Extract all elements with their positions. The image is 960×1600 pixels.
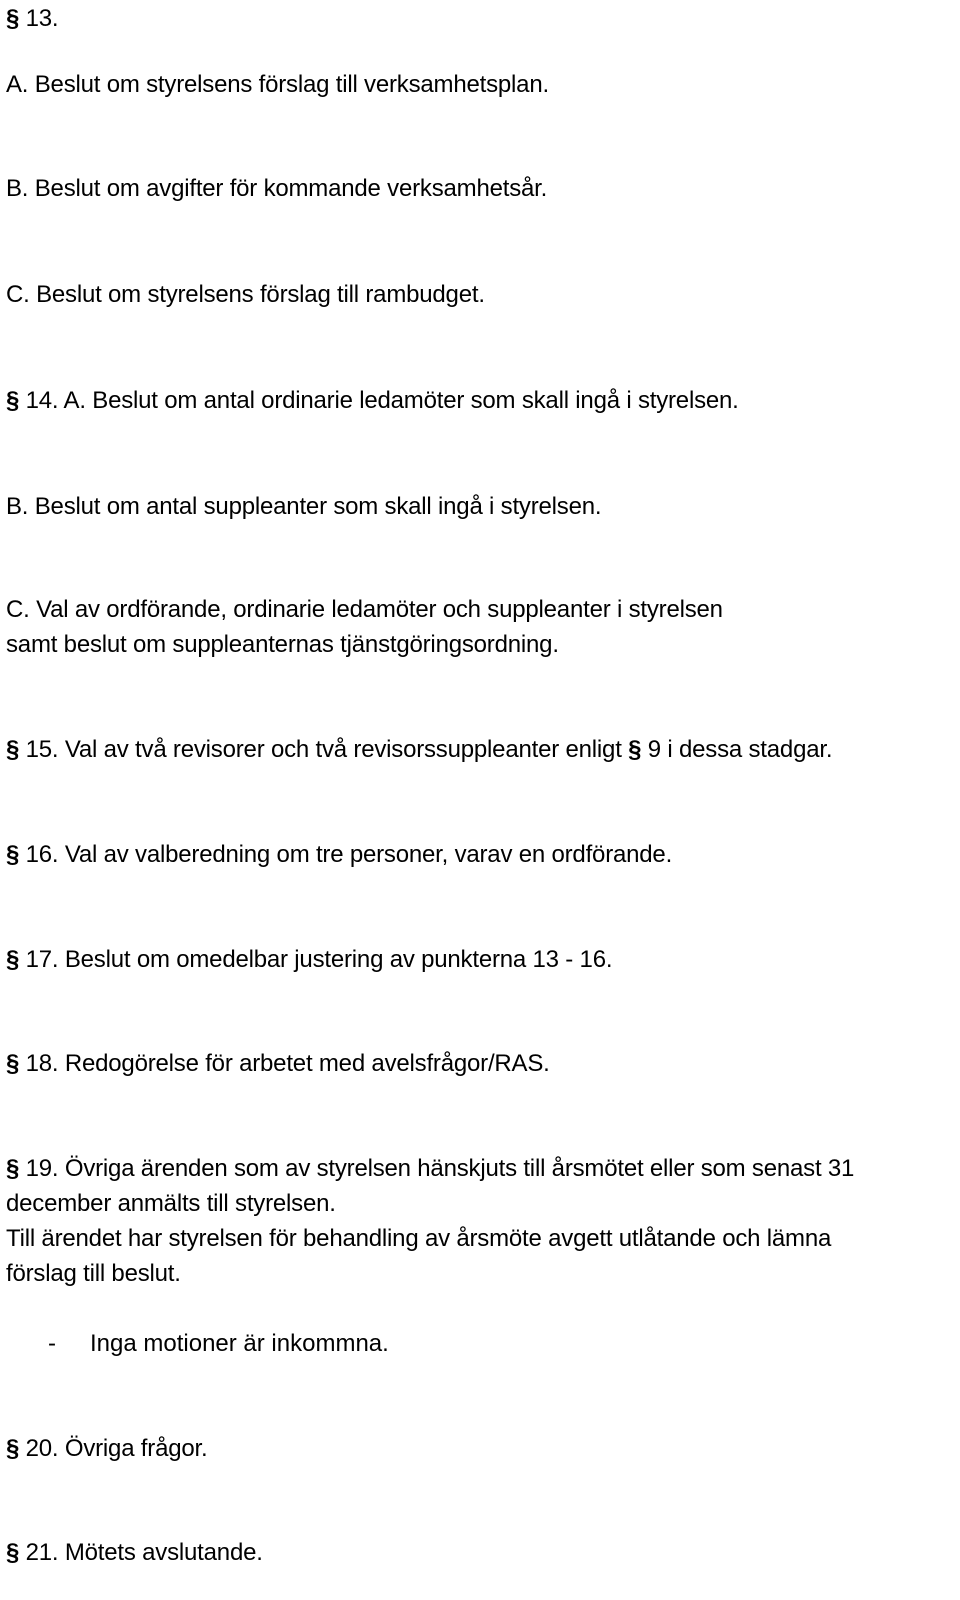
item-14a: [6, 384, 739, 418]
section-13-heading: [6, 2, 58, 36]
section-symbol: §: [628, 736, 642, 763]
item-20-text: 20. Övriga frågor.: [19, 1435, 208, 1462]
item-19-text: 19. Övriga ärenden som av styrelsen hänskjuts till årsmötet eller som senast 31: [19, 1155, 855, 1182]
item-13b: B. Beslut om avgifter för kommande verksamhetsår.: [6, 175, 548, 202]
item-15-text-a: 15. Val av två revisorer och två revisorssuppleanter enligt: [19, 736, 629, 763]
item-18: [6, 1047, 550, 1081]
item-15-text-b: 9 i dessa stadgar.: [641, 736, 833, 763]
item-20: [6, 1432, 207, 1466]
item-17: [6, 943, 612, 977]
item-16-text: 16. Val av valberedning om tre personer, varav en ordförande.: [19, 841, 673, 868]
item-21-text: 21. Mötets avslutande.: [19, 1539, 263, 1566]
item-18-text: 18. Redogörelse för arbetet med avelsfrågor/RAS.: [19, 1050, 550, 1077]
section-symbol: §: [6, 1539, 20, 1566]
item-21: [6, 1536, 263, 1570]
item-14b: B. Beslut om antal suppleanter som skall ingå i styrelsen.: [6, 493, 602, 520]
item-19-line1: [6, 1152, 854, 1186]
item-16: [6, 838, 672, 872]
item-19-line3: Till ärendet har styrelsen för behandling av årsmöte avgett utlåtande och lämna: [6, 1225, 832, 1252]
section-symbol: §: [6, 841, 20, 868]
motion-note: Inga motioner är inkommna.: [90, 1330, 389, 1357]
section-symbol: §: [6, 387, 20, 414]
item-13c: C. Beslut om styrelsens förslag till rambudget.: [6, 281, 485, 308]
section-symbol: §: [6, 946, 20, 973]
item-19-line2: december anmälts till styrelsen.: [6, 1190, 336, 1217]
item-19-line4: förslag till beslut.: [6, 1260, 181, 1287]
item-14c-line1: C. Val av ordförande, ordinarie ledamöter och suppleanter i styrelsen: [6, 596, 723, 623]
section-symbol: §: [6, 1435, 20, 1462]
item-14c-line2: samt beslut om suppleanternas tjänstgöringsordning.: [6, 631, 559, 658]
section-symbol: §: [6, 5, 20, 32]
section-symbol: §: [6, 736, 20, 763]
list-dash: -: [48, 1330, 56, 1357]
item-17-text: 17. Beslut om omedelbar justering av punkterna 13 - 16.: [19, 946, 613, 973]
item-14a-text: 14. A. Beslut om antal ordinarie ledamöter som skall ingå i styrelsen.: [19, 387, 739, 414]
item-13a: A. Beslut om styrelsens förslag till verksamhetsplan.: [6, 71, 549, 98]
section-number: 13.: [25, 5, 59, 32]
section-symbol: §: [6, 1050, 20, 1077]
section-symbol: §: [6, 1155, 20, 1182]
item-15: [6, 733, 832, 767]
